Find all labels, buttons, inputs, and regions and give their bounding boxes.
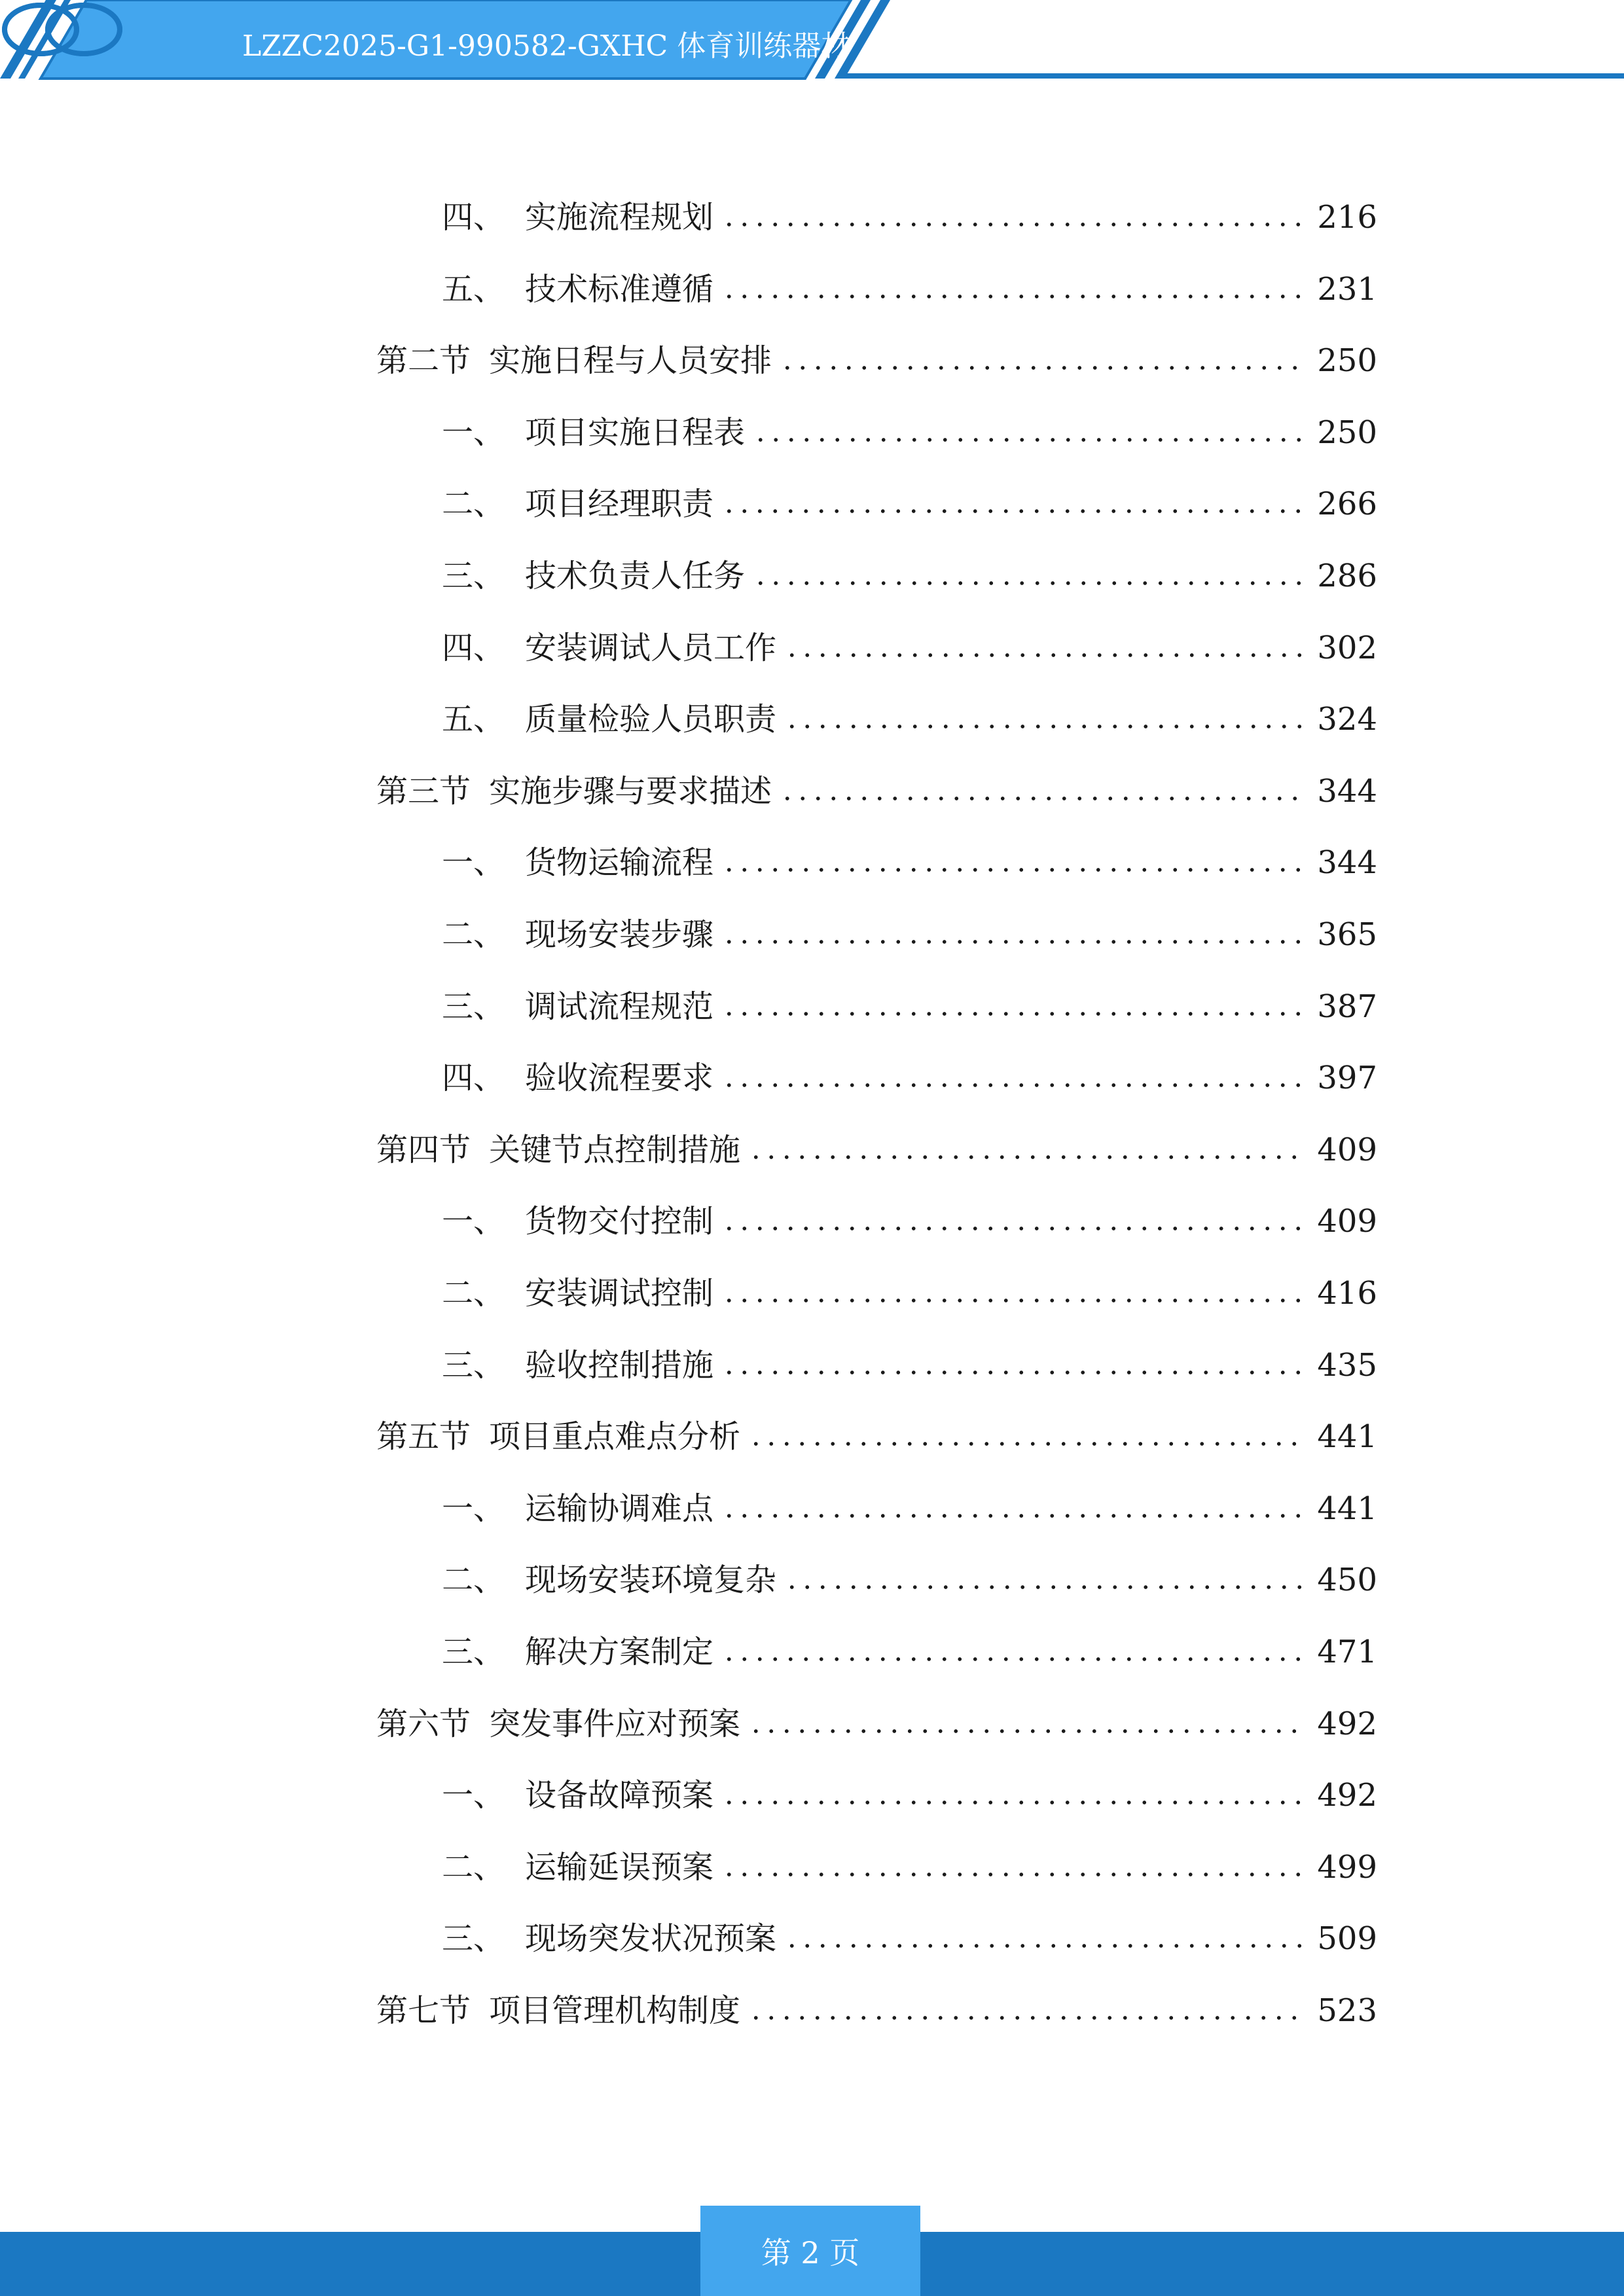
toc-dot-leader: [748, 1725, 1303, 1738]
toc-entry[interactable]: [442, 980, 1377, 1033]
toc-entry-page: 509: [1317, 1920, 1377, 1958]
toc-entry[interactable]: [442, 1626, 1377, 1678]
toc-entry[interactable]: [442, 622, 1377, 674]
toc-dot-leader: [748, 1437, 1303, 1450]
toc-entry[interactable]: [442, 1482, 1377, 1535]
toc-entry-number: 五、: [442, 270, 505, 308]
page-number-label: 第 2 页: [700, 2206, 920, 2296]
toc-entry[interactable]: [442, 836, 1377, 889]
toc-entry-label: [442, 550, 745, 602]
toc-entry-page: 416: [1317, 1275, 1377, 1312]
toc-entry-number: 第七节: [376, 1992, 471, 2029]
toc-dot-leader: [721, 505, 1303, 518]
toc-entry[interactable]: [442, 1912, 1377, 1965]
toc-entry-title: 现场安装步骤: [525, 916, 714, 953]
toc-entry-number: 第三节: [376, 772, 471, 810]
toc-entry-label: [376, 1410, 740, 1463]
toc-entry-number: 一、: [442, 1777, 505, 1814]
toc-entry-number: 第四节: [376, 1131, 471, 1168]
toc-entry-page: 435: [1317, 1346, 1377, 1384]
toc-dot-leader: [748, 1151, 1303, 1164]
toc-entry-number: 第二节: [376, 342, 471, 380]
toc-entry-label: [442, 1195, 713, 1247]
toc-entry-title: 实施步骤与要求描述: [489, 772, 772, 810]
toc-entry-number: 三、: [442, 1346, 505, 1384]
toc-entry-number: 二、: [442, 486, 505, 523]
toc-dot-leader: [780, 792, 1303, 805]
toc-entry-label: [442, 1482, 713, 1535]
toc-entry-number: 三、: [442, 1920, 505, 1958]
toc-entry-number: 一、: [442, 1203, 505, 1240]
toc-entry-label: [442, 693, 776, 745]
toc-entry-number: 三、: [442, 988, 505, 1025]
toc-entry-page: 409: [1317, 1203, 1377, 1240]
toc-dot-leader: [784, 1939, 1303, 1952]
toc-dot-leader: [784, 649, 1303, 662]
toc-entry-title: 关键节点控制措施: [489, 1131, 741, 1168]
toc-dot-leader: [721, 1007, 1303, 1020]
toc-entry-title: 实施流程规划: [525, 199, 714, 236]
toc-entry-title: 验收控制措施: [525, 1346, 714, 1384]
toc-entry[interactable]: [442, 263, 1377, 315]
toc-entry-label: [442, 980, 713, 1033]
toc-entry[interactable]: [376, 1410, 1377, 1463]
toc-entry-label: [376, 1124, 740, 1176]
toc-entry-page: 492: [1317, 1777, 1377, 1814]
toc-entry-page: 471: [1317, 1634, 1377, 1670]
toc-dot-leader: [753, 433, 1303, 446]
toc-entry-title: 实施日程与人员安排: [489, 342, 772, 380]
toc-entry-title: 现场安装环境复杂: [525, 1562, 777, 1599]
toc-entry-label: [376, 334, 772, 387]
toc-entry-number: 三、: [442, 558, 505, 594]
toc-entry[interactable]: [376, 1698, 1377, 1750]
toc-entry[interactable]: [442, 478, 1377, 530]
toc-entry[interactable]: [442, 908, 1377, 961]
toc-entry-title: 项目经理职责: [525, 486, 714, 523]
toc-entry[interactable]: [442, 406, 1377, 459]
toc-entry-label: [442, 1339, 713, 1391]
toc-entry-label: [376, 1698, 740, 1750]
toc-entry-page: 397: [1317, 1060, 1377, 1097]
toc-entry[interactable]: [442, 1339, 1377, 1391]
toc-entry-title: 安装调试控制: [525, 1275, 714, 1312]
toc-dot-leader: [748, 2011, 1303, 2024]
toc-entry-page: 231: [1317, 270, 1377, 308]
toc-entry-page: 324: [1317, 701, 1377, 738]
toc-entry-page: 344: [1317, 772, 1377, 810]
toc-entry-page: 523: [1317, 1992, 1377, 2029]
toc-entry-page: 286: [1317, 558, 1377, 594]
toc-entry[interactable]: [442, 1769, 1377, 1821]
toc-entry-number: 五、: [442, 701, 505, 738]
toc-entry-title: 调试流程规范: [525, 988, 714, 1025]
toc-entry-page: 266: [1317, 486, 1377, 523]
toc-entry[interactable]: [442, 1554, 1377, 1606]
toc-dot-leader: [784, 720, 1303, 733]
toc-entry-page: 302: [1317, 629, 1377, 666]
toc-entry[interactable]: [376, 1984, 1377, 2037]
toc-entry-label: [442, 1912, 776, 1965]
toc-dot-leader: [780, 361, 1303, 374]
toc-entry-number: 二、: [442, 1848, 505, 1886]
toc-entry[interactable]: [376, 334, 1377, 387]
toc-entry-label: [442, 263, 713, 315]
toc-entry[interactable]: [376, 765, 1377, 817]
toc-entry-page: 499: [1317, 1848, 1377, 1886]
toc-dot-leader: [721, 863, 1303, 876]
toc-entry-number: 一、: [442, 414, 505, 451]
toc-entry-page: 216: [1317, 199, 1377, 236]
toc-entry-title: 解决方案制定: [525, 1634, 714, 1670]
toc-entry-title: 运输延误预案: [525, 1848, 714, 1886]
toc-entry-label: [376, 1984, 740, 2037]
page-header: [0, 0, 1624, 85]
toc-dot-leader: [753, 577, 1303, 590]
toc-entry-label: [442, 908, 713, 961]
toc-entry-label: [442, 1626, 713, 1678]
toc-entry-number: 二、: [442, 1562, 505, 1599]
toc-dot-leader: [721, 1868, 1303, 1881]
toc-entry-number: 第五节: [376, 1418, 471, 1456]
toc-entry-number: 一、: [442, 1490, 505, 1527]
toc-entry-number: 三、: [442, 1634, 505, 1670]
toc-entry-page: 441: [1317, 1490, 1377, 1527]
toc-dot-leader: [721, 1796, 1303, 1809]
toc-entry-title: 验收流程要求: [525, 1060, 714, 1097]
toc-entry-title: 运输协调难点: [525, 1490, 714, 1527]
toc-entry-page: 492: [1317, 1705, 1377, 1742]
toc-entry-label: [442, 1052, 713, 1104]
toc-entry-title: 技术负责人任务: [525, 558, 746, 594]
toc-entry-label: [442, 622, 776, 674]
toc-dot-leader: [721, 1509, 1303, 1522]
toc-entry[interactable]: [442, 1841, 1377, 1893]
toc-dot-leader: [721, 1294, 1303, 1307]
toc-entry-page: 250: [1317, 342, 1377, 380]
toc-entry-label: [442, 1554, 776, 1606]
toc-entry-label: [442, 191, 713, 243]
toc-entry-page: 344: [1317, 844, 1377, 882]
toc-entry-label: [442, 1841, 713, 1893]
toc-entry-title: 货物交付控制: [525, 1203, 714, 1240]
toc-dot-leader: [721, 1079, 1303, 1092]
toc-entry-title: 项目管理机构制度: [489, 1992, 741, 2029]
toc-entry-title: 项目重点难点分析: [489, 1418, 741, 1456]
toc-entry-title: 质量检验人员职责: [525, 701, 777, 738]
toc-entry-title: 项目实施日程表: [525, 414, 746, 451]
toc-dot-leader: [721, 1366, 1303, 1379]
header-title: LZZC2025-G1-990582-GXHC 体育训练器材: [242, 29, 850, 63]
toc-entry-number: 四、: [442, 199, 505, 236]
toc-dot-leader: [721, 1222, 1303, 1235]
toc-entry-title: 技术标准遵循: [525, 270, 714, 308]
toc-entry-page: 387: [1317, 988, 1377, 1025]
toc-entry[interactable]: [376, 1124, 1377, 1176]
toc-entry-number: 四、: [442, 1060, 505, 1097]
double-ring-logo-icon: [0, 0, 124, 59]
toc-entry-number: 第六节: [376, 1705, 471, 1742]
toc-dot-leader: [721, 1653, 1303, 1666]
toc-dot-leader: [721, 290, 1303, 303]
toc-entry-number: 一、: [442, 844, 505, 882]
toc-dot-leader: [721, 218, 1303, 231]
toc-entry[interactable]: [442, 1267, 1377, 1319]
toc-entry-label: [442, 478, 713, 530]
toc-entry-page: 409: [1317, 1131, 1377, 1168]
toc-entry-number: 二、: [442, 1275, 505, 1312]
toc-entry-page: 441: [1317, 1418, 1377, 1456]
toc-entry-title: 现场突发状况预案: [525, 1920, 777, 1958]
toc-entry[interactable]: [442, 693, 1377, 745]
toc-entry-page: 450: [1317, 1562, 1377, 1599]
toc-entry-page: 250: [1317, 414, 1377, 451]
toc-dot-leader: [721, 935, 1303, 948]
toc-entry-label: [442, 406, 745, 459]
toc-entry-page: 365: [1317, 916, 1377, 953]
toc-entry-title: 设备故障预案: [525, 1777, 714, 1814]
toc-entry-label: [442, 836, 713, 889]
toc-entry[interactable]: [442, 550, 1377, 602]
toc-entry-number: 四、: [442, 629, 505, 666]
toc-entry-title: 突发事件应对预案: [489, 1705, 741, 1742]
toc-entry[interactable]: [442, 191, 1377, 243]
toc-entry-label: [442, 1769, 713, 1821]
toc-dot-leader: [784, 1581, 1303, 1594]
toc-entry-label: [376, 765, 772, 817]
toc-entry-number: 二、: [442, 916, 505, 953]
toc-entry[interactable]: [442, 1195, 1377, 1247]
toc-entry-title: 货物运输流程: [525, 844, 714, 882]
toc-entry-title: 安装调试人员工作: [525, 629, 777, 666]
toc-entry-label: [442, 1267, 713, 1319]
toc-entry[interactable]: [442, 1052, 1377, 1104]
